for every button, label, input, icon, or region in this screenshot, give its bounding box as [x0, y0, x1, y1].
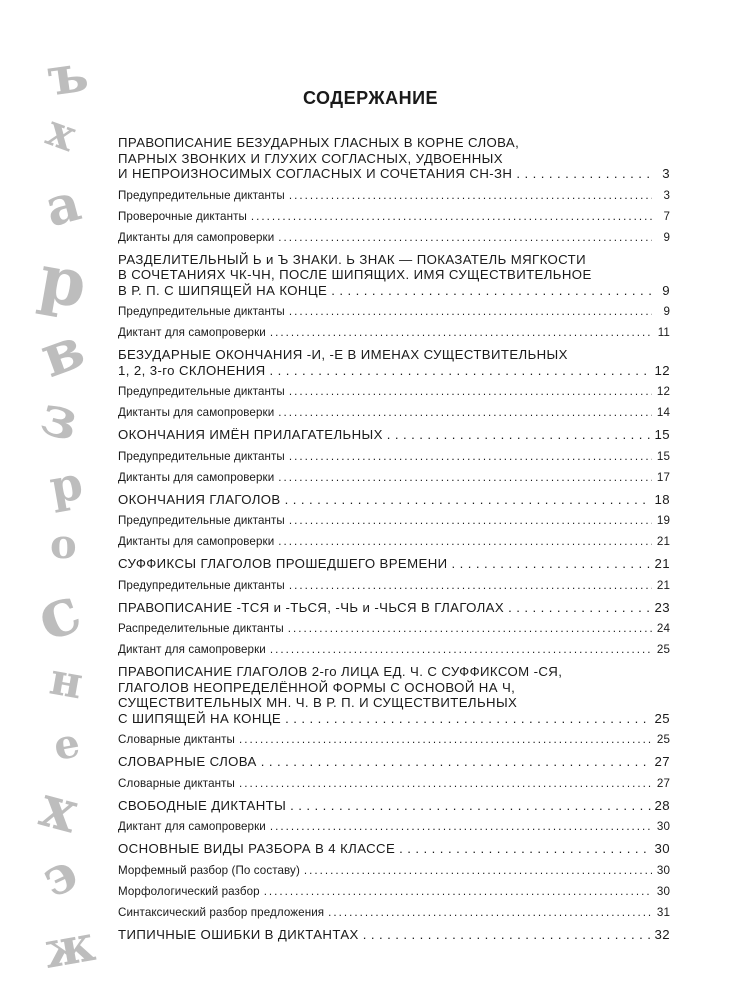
toc-entry-text: Распределительные диктанты: [118, 622, 284, 635]
toc-subsection[interactable]: [118, 864, 670, 878]
decor-letter: х: [40, 105, 83, 162]
decor-letter: о: [50, 521, 77, 568]
toc-entry-text: И НЕПРОИЗНОСИМЫХ СОГЛАСНЫХ И СОЧЕТАНИЯ СН-ЗН: [118, 166, 513, 181]
page-number: 3: [663, 188, 670, 202]
page-number: 21: [654, 556, 670, 571]
toc-subsection[interactable]: [118, 733, 670, 747]
page-number: 30: [656, 884, 670, 898]
decor-letter: р: [33, 238, 93, 324]
dot-leader: [289, 579, 652, 593]
decor-letter: ж: [39, 913, 100, 980]
toc-subsection[interactable]: [118, 643, 670, 657]
table-of-contents: [118, 135, 670, 942]
toc-entry-text: Словарные диктанты: [118, 733, 235, 746]
page-number: 14: [656, 406, 670, 419]
toc-section[interactable]: [118, 347, 670, 378]
page-number: 9: [663, 305, 670, 318]
toc-section[interactable]: [118, 252, 670, 299]
toc-entry-text: ПРАВОПИСАНИЕ БЕЗУДАРНЫХ ГЛАСНЫХ В КОРНЕ СЛОВА,: [118, 135, 520, 150]
page-number: 18: [654, 491, 670, 507]
decor-letter: е: [50, 719, 84, 770]
toc-subsection[interactable]: [118, 385, 670, 399]
dot-leader: [251, 210, 652, 224]
dot-leader: [278, 471, 652, 485]
toc-section[interactable]: [118, 927, 670, 943]
toc-subsection[interactable]: [118, 820, 670, 834]
dot-leader: [399, 841, 650, 857]
toc-entry-text: ОКОНЧАНИЯ ИМЁН ПРИЛАГАТЕЛЬНЫХ: [118, 427, 383, 442]
dot-leader: [270, 363, 651, 379]
toc-subsection[interactable]: [118, 305, 670, 319]
decor-letter: н: [45, 653, 87, 710]
decor-letter: р: [45, 455, 87, 515]
toc-entry-text: Морфемный разбор (По составу): [118, 863, 300, 877]
dot-leader: [516, 166, 652, 182]
dot-leader: [278, 231, 652, 245]
toc-subsection[interactable]: [118, 231, 670, 245]
dot-leader: [289, 385, 652, 399]
decor-letter: э: [32, 841, 87, 910]
toc-section[interactable]: [118, 841, 670, 857]
toc-entry-text: ОКОНЧАНИЯ ГЛАГОЛОВ: [118, 491, 281, 507]
page-number: 15: [654, 427, 670, 442]
decor-letter: а: [38, 171, 87, 240]
toc-entry-text: Предупредительные диктанты: [118, 449, 285, 463]
toc-entry-text: ОСНОВНЫЕ ВИДЫ РАЗБОРА В 4 КЛАССЕ: [118, 841, 396, 856]
toc-subsection[interactable]: [118, 579, 670, 593]
toc-entry-text: В СОЧЕТАНИЯХ ЧК-ЧН, ПОСЛЕ ШИПЯЩИХ. ИМЯ СУЩЕСТВИТЕЛЬНОЕ: [118, 267, 592, 282]
dot-leader: [289, 450, 652, 464]
toc-entry-text: Предупредительные диктанты: [118, 385, 285, 398]
toc-entry-text: Диктанты для самопроверки: [118, 470, 275, 484]
toc-entry-text: Диктант для самопроверки: [118, 820, 266, 833]
toc-entry-text: РАЗДЕЛИТЕЛЬНЫЙ Ь и Ъ ЗНАКИ. Ь ЗНАК — ПОКАЗАТЕЛЬ МЯГКОСТИ: [118, 251, 586, 267]
toc-subsection[interactable]: [118, 885, 670, 899]
dot-leader: [328, 906, 652, 920]
page-number: 23: [654, 599, 670, 615]
toc-section[interactable]: [118, 556, 670, 572]
toc-entry-text: Проверочные диктанты: [118, 209, 247, 223]
decor-letter: с: [25, 569, 91, 657]
toc-entry-text: С ШИПЯЩЕЙ НА КОНЦЕ: [118, 710, 282, 726]
dot-leader: [304, 864, 652, 878]
toc-entry-text: ГЛАГОЛОВ НЕОПРЕДЕЛЁННОЙ ФОРМЫ С ОСНОВОЙ НА Ч,: [118, 679, 516, 695]
dot-leader: [270, 643, 652, 657]
page-number: 15: [656, 449, 670, 463]
toc-entry-text: Предупредительные диктанты: [118, 305, 285, 318]
page-number: 28: [654, 797, 670, 813]
dot-leader: [270, 820, 652, 834]
toc-entry-text: Синтаксический разбор предложения: [118, 905, 325, 919]
dot-leader: [290, 798, 650, 814]
toc-entry-text: Предупредительные диктанты: [118, 578, 285, 592]
toc-entry-text: ПРАВОПИСАНИЕ ГЛАГОЛОВ 2-го ЛИЦА ЕД. Ч. С СУФФИКСОМ -СЯ,: [118, 664, 563, 679]
toc-section[interactable]: [118, 664, 670, 726]
toc-entry-text: СЛОВАРНЫЕ СЛОВА: [118, 754, 257, 769]
toc-entry-text: Диктанты для самопроверки: [118, 230, 275, 244]
dot-leader: [289, 514, 652, 528]
decor-letter: з: [34, 381, 86, 455]
toc-subsection[interactable]: [118, 535, 670, 549]
page-number: 30: [656, 820, 670, 833]
page-number: 9: [663, 230, 670, 244]
page-number: 31: [656, 905, 670, 919]
page-title: СОДЕРЖАНИЕ: [302, 88, 439, 108]
dot-leader: [288, 622, 652, 636]
page-number: 21: [656, 578, 670, 592]
dot-leader: [264, 885, 652, 899]
dot-leader: [452, 556, 651, 572]
toc-entry-text: СУФФИКСЫ ГЛАГОЛОВ ПРОШЕДШЕГО ВРЕМЕНИ: [118, 556, 448, 571]
toc-entry-text: ПАРНЫХ ЗВОНКИХ И ГЛУХИХ СОГЛАСНЫХ, УДВОЕННЫХ: [118, 150, 503, 166]
page-number: 11: [657, 326, 670, 339]
toc-entry-text: СВОБОДНЫЕ ДИКТАНТЫ: [118, 797, 287, 813]
toc-entry-text: Диктант для самопроверки: [118, 326, 266, 339]
dot-leader: [289, 189, 652, 203]
page-number: 24: [656, 622, 670, 635]
dot-leader: [239, 733, 652, 747]
toc-subsection[interactable]: [118, 514, 670, 528]
dot-leader: [285, 492, 651, 508]
toc-subsection[interactable]: [118, 450, 670, 464]
dot-leader: [387, 427, 651, 443]
page-number: 17: [656, 470, 670, 484]
page-number: 25: [656, 643, 670, 656]
toc-subsection[interactable]: [118, 622, 670, 636]
dot-leader: [239, 777, 652, 791]
toc-entry-text: Диктант для самопроверки: [118, 643, 266, 656]
toc-entry-text: ПРАВОПИСАНИЕ -ТСЯ и -ТЬСЯ, -ЧЬ и -ЧЬСЯ В ГЛАГОЛАХ: [118, 599, 505, 615]
toc-subsection[interactable]: [118, 210, 670, 224]
toc-section[interactable]: [118, 492, 670, 508]
toc-entry-text: Диктанты для самопроверки: [118, 406, 275, 419]
page-number: 27: [654, 754, 670, 769]
toc-subsection[interactable]: [118, 906, 670, 920]
dot-leader: [278, 406, 652, 420]
toc-entry-text: Словарные диктанты: [118, 776, 235, 790]
toc-subsection[interactable]: [118, 406, 670, 420]
dot-leader: [285, 711, 650, 727]
toc-entry-text: Предупредительные диктанты: [118, 514, 285, 527]
page-number: 27: [656, 776, 670, 790]
toc-subsection[interactable]: [118, 777, 670, 791]
page-number: 9: [662, 282, 670, 298]
toc-entry-text: СУЩЕСТВИТЕЛЬНЫХ МН. Ч. В Р. П. И СУЩЕСТВИТЕЛЬНЫХ: [118, 695, 518, 710]
dot-leader: [363, 927, 651, 943]
toc-section[interactable]: [118, 600, 670, 616]
toc-section[interactable]: [118, 798, 670, 814]
toc-section[interactable]: [118, 427, 670, 443]
toc-section[interactable]: [118, 135, 670, 182]
page-number: 30: [656, 863, 670, 877]
page-number: 12: [656, 385, 670, 398]
toc-entry-text: Морфологический разбор: [118, 884, 260, 898]
toc-entry-text: 1, 2, 3-го СКЛОНЕНИЯ: [118, 362, 266, 378]
decorative-letters: [25, 40, 114, 980]
dot-leader: [278, 535, 652, 549]
toc-entry-text: Диктанты для самопроверки: [118, 535, 275, 548]
page-number: 19: [656, 514, 670, 527]
page-number: 32: [654, 926, 670, 942]
toc-entry-text: ТИПИЧНЫЕ ОШИБКИ В ДИКТАНТАХ: [118, 926, 359, 942]
toc-subsection[interactable]: [118, 471, 670, 485]
toc-section[interactable]: [118, 754, 670, 770]
dot-leader: [508, 600, 650, 616]
page-number: 25: [656, 733, 670, 746]
page-number: 12: [654, 362, 670, 378]
dot-leader: [270, 326, 652, 340]
toc-subsection[interactable]: [118, 189, 670, 203]
decor-letter: ъ: [43, 42, 92, 109]
toc-entry-text: В Р. П. С ШИПЯЩЕЙ НА КОНЦЕ: [118, 282, 328, 298]
page-number: 7: [663, 209, 670, 223]
toc-subsection[interactable]: [118, 326, 670, 340]
dot-leader: [331, 283, 652, 299]
toc-entry-text: БЕЗУДАРНЫЕ ОКОНЧАНИЯ -И, -Е В ИМЕНАХ СУЩЕСТВИТЕЛЬНЫХ: [118, 347, 568, 362]
decor-letter: в: [31, 313, 93, 391]
page-number: 25: [654, 710, 670, 726]
page-number: 3: [662, 166, 670, 181]
page-number: 21: [656, 535, 670, 548]
toc-entry-text: Предупредительные диктанты: [118, 188, 285, 202]
decor-letter: х: [33, 771, 85, 847]
dot-leader: [261, 754, 651, 770]
page-number: 30: [654, 841, 670, 856]
dot-leader: [289, 305, 652, 319]
